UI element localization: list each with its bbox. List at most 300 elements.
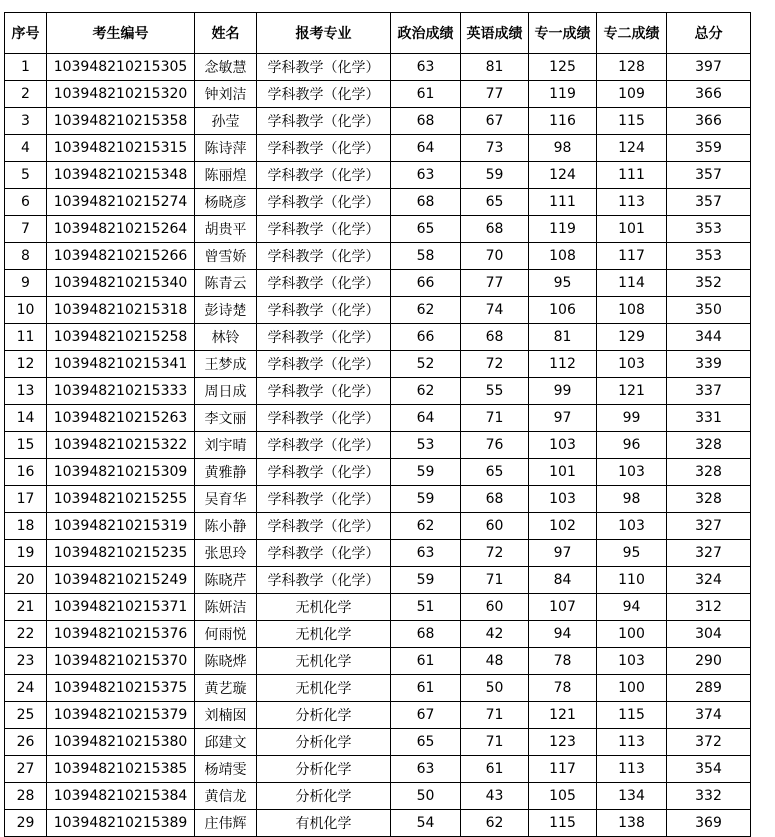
cell-subject2: 110 bbox=[597, 567, 667, 594]
cell-name: 黄艺璇 bbox=[195, 675, 257, 702]
cell-politics: 66 bbox=[391, 270, 461, 297]
table-row bbox=[5, 162, 751, 189]
cell-subject2: 124 bbox=[597, 135, 667, 162]
cell-english: 71 bbox=[461, 702, 529, 729]
cell-major: 学科教学（化学） bbox=[257, 189, 391, 216]
cell-major: 学科教学（化学） bbox=[257, 135, 391, 162]
cell-seq: 12 bbox=[5, 351, 47, 378]
cell-seq: 27 bbox=[5, 756, 47, 783]
cell-politics: 54 bbox=[391, 810, 461, 837]
cell-subject2: 109 bbox=[597, 81, 667, 108]
cell-subject2: 103 bbox=[597, 459, 667, 486]
cell-english: 71 bbox=[461, 567, 529, 594]
cell-subject2: 103 bbox=[597, 351, 667, 378]
cell-subject1: 94 bbox=[529, 621, 597, 648]
cell-subject1: 102 bbox=[529, 513, 597, 540]
cell-candidate-id: 103948210215333 bbox=[47, 378, 195, 405]
cell-politics: 58 bbox=[391, 243, 461, 270]
cell-total: 366 bbox=[667, 108, 751, 135]
cell-name: 黄雅静 bbox=[195, 459, 257, 486]
cell-subject1: 106 bbox=[529, 297, 597, 324]
cell-seq: 21 bbox=[5, 594, 47, 621]
cell-politics: 59 bbox=[391, 567, 461, 594]
table-row bbox=[5, 432, 751, 459]
cell-name: 杨靖雯 bbox=[195, 756, 257, 783]
cell-major: 学科教学（化学） bbox=[257, 297, 391, 324]
cell-politics: 65 bbox=[391, 216, 461, 243]
cell-english: 73 bbox=[461, 135, 529, 162]
cell-seq: 5 bbox=[5, 162, 47, 189]
cell-english: 62 bbox=[461, 810, 529, 837]
cell-candidate-id: 103948210215340 bbox=[47, 270, 195, 297]
cell-candidate-id: 103948210215274 bbox=[47, 189, 195, 216]
cell-major: 学科教学（化学） bbox=[257, 162, 391, 189]
cell-name: 刘楠囡 bbox=[195, 702, 257, 729]
cell-seq: 20 bbox=[5, 567, 47, 594]
cell-total: 328 bbox=[667, 432, 751, 459]
header-major: 报考专业 bbox=[257, 13, 391, 54]
cell-major: 学科教学（化学） bbox=[257, 270, 391, 297]
cell-politics: 61 bbox=[391, 81, 461, 108]
cell-politics: 68 bbox=[391, 189, 461, 216]
cell-candidate-id: 103948210215258 bbox=[47, 324, 195, 351]
cell-subject1: 115 bbox=[529, 810, 597, 837]
cell-candidate-id: 103948210215376 bbox=[47, 621, 195, 648]
cell-name: 张思玲 bbox=[195, 540, 257, 567]
table-row bbox=[5, 135, 751, 162]
cell-english: 42 bbox=[461, 621, 529, 648]
cell-subject2: 96 bbox=[597, 432, 667, 459]
cell-politics: 51 bbox=[391, 594, 461, 621]
cell-candidate-id: 103948210215348 bbox=[47, 162, 195, 189]
cell-seq: 25 bbox=[5, 702, 47, 729]
cell-subject2: 100 bbox=[597, 621, 667, 648]
table-row bbox=[5, 783, 751, 810]
table-body bbox=[5, 54, 751, 837]
cell-subject1: 97 bbox=[529, 540, 597, 567]
cell-subject2: 98 bbox=[597, 486, 667, 513]
cell-major: 无机化学 bbox=[257, 621, 391, 648]
cell-subject1: 117 bbox=[529, 756, 597, 783]
cell-english: 68 bbox=[461, 486, 529, 513]
cell-subject2: 113 bbox=[597, 729, 667, 756]
cell-total: 369 bbox=[667, 810, 751, 837]
cell-subject2: 117 bbox=[597, 243, 667, 270]
cell-politics: 59 bbox=[391, 486, 461, 513]
cell-politics: 53 bbox=[391, 432, 461, 459]
cell-major: 学科教学（化学） bbox=[257, 540, 391, 567]
cell-major: 学科教学（化学） bbox=[257, 216, 391, 243]
cell-seq: 23 bbox=[5, 648, 47, 675]
cell-subject1: 97 bbox=[529, 405, 597, 432]
table-row bbox=[5, 324, 751, 351]
cell-name: 吴育华 bbox=[195, 486, 257, 513]
cell-subject2: 128 bbox=[597, 54, 667, 81]
cell-candidate-id: 103948210215358 bbox=[47, 108, 195, 135]
cell-major: 学科教学（化学） bbox=[257, 486, 391, 513]
cell-subject2: 129 bbox=[597, 324, 667, 351]
cell-major: 分析化学 bbox=[257, 756, 391, 783]
cell-politics: 62 bbox=[391, 513, 461, 540]
cell-english: 72 bbox=[461, 540, 529, 567]
table-row bbox=[5, 243, 751, 270]
cell-major: 无机化学 bbox=[257, 675, 391, 702]
cell-seq: 1 bbox=[5, 54, 47, 81]
cell-major: 学科教学（化学） bbox=[257, 567, 391, 594]
cell-subject2: 114 bbox=[597, 270, 667, 297]
cell-major: 分析化学 bbox=[257, 783, 391, 810]
cell-subject1: 108 bbox=[529, 243, 597, 270]
cell-candidate-id: 103948210215320 bbox=[47, 81, 195, 108]
cell-subject1: 121 bbox=[529, 702, 597, 729]
cell-major: 学科教学（化学） bbox=[257, 54, 391, 81]
cell-english: 81 bbox=[461, 54, 529, 81]
cell-total: 337 bbox=[667, 378, 751, 405]
cell-candidate-id: 103948210215385 bbox=[47, 756, 195, 783]
cell-major: 分析化学 bbox=[257, 702, 391, 729]
cell-name: 陈丽煌 bbox=[195, 162, 257, 189]
cell-name: 念敏慧 bbox=[195, 54, 257, 81]
cell-major: 有机化学 bbox=[257, 810, 391, 837]
cell-major: 分析化学 bbox=[257, 729, 391, 756]
cell-seq: 9 bbox=[5, 270, 47, 297]
table-row bbox=[5, 594, 751, 621]
cell-seq: 13 bbox=[5, 378, 47, 405]
cell-politics: 65 bbox=[391, 729, 461, 756]
cell-total: 289 bbox=[667, 675, 751, 702]
cell-candidate-id: 103948210215375 bbox=[47, 675, 195, 702]
cell-candidate-id: 103948210215315 bbox=[47, 135, 195, 162]
cell-seq: 4 bbox=[5, 135, 47, 162]
cell-subject1: 125 bbox=[529, 54, 597, 81]
cell-candidate-id: 103948210215319 bbox=[47, 513, 195, 540]
cell-major: 学科教学（化学） bbox=[257, 405, 391, 432]
header-subject1-score: 专一成绩 bbox=[529, 13, 597, 54]
cell-subject2: 108 bbox=[597, 297, 667, 324]
cell-subject1: 119 bbox=[529, 81, 597, 108]
cell-candidate-id: 103948210215370 bbox=[47, 648, 195, 675]
cell-total: 353 bbox=[667, 243, 751, 270]
cell-candidate-id: 103948210215341 bbox=[47, 351, 195, 378]
cell-subject2: 115 bbox=[597, 702, 667, 729]
header-politics-score: 政治成绩 bbox=[391, 13, 461, 54]
cell-total: 324 bbox=[667, 567, 751, 594]
table-row bbox=[5, 297, 751, 324]
cell-name: 李文丽 bbox=[195, 405, 257, 432]
cell-name: 曾雪娇 bbox=[195, 243, 257, 270]
cell-candidate-id: 103948210215309 bbox=[47, 459, 195, 486]
cell-politics: 63 bbox=[391, 54, 461, 81]
cell-total: 350 bbox=[667, 297, 751, 324]
cell-seq: 14 bbox=[5, 405, 47, 432]
table-row bbox=[5, 189, 751, 216]
cell-name: 陈青云 bbox=[195, 270, 257, 297]
table-row bbox=[5, 675, 751, 702]
cell-subject2: 101 bbox=[597, 216, 667, 243]
cell-seq: 2 bbox=[5, 81, 47, 108]
cell-subject1: 81 bbox=[529, 324, 597, 351]
cell-name: 陈小静 bbox=[195, 513, 257, 540]
cell-subject2: 113 bbox=[597, 189, 667, 216]
cell-major: 学科教学（化学） bbox=[257, 243, 391, 270]
cell-politics: 64 bbox=[391, 135, 461, 162]
cell-total: 290 bbox=[667, 648, 751, 675]
cell-subject1: 123 bbox=[529, 729, 597, 756]
table-row bbox=[5, 702, 751, 729]
table-row bbox=[5, 378, 751, 405]
cell-english: 77 bbox=[461, 270, 529, 297]
cell-politics: 64 bbox=[391, 405, 461, 432]
header-row bbox=[5, 13, 751, 54]
cell-name: 刘宇晴 bbox=[195, 432, 257, 459]
cell-name: 钟刘洁 bbox=[195, 81, 257, 108]
header-name: 姓名 bbox=[195, 13, 257, 54]
cell-english: 71 bbox=[461, 729, 529, 756]
cell-total: 359 bbox=[667, 135, 751, 162]
cell-politics: 50 bbox=[391, 783, 461, 810]
cell-seq: 18 bbox=[5, 513, 47, 540]
cell-seq: 28 bbox=[5, 783, 47, 810]
cell-candidate-id: 103948210215264 bbox=[47, 216, 195, 243]
cell-candidate-id: 103948210215322 bbox=[47, 432, 195, 459]
cell-subject1: 116 bbox=[529, 108, 597, 135]
cell-total: 357 bbox=[667, 189, 751, 216]
cell-politics: 63 bbox=[391, 756, 461, 783]
cell-major: 学科教学（化学） bbox=[257, 81, 391, 108]
cell-name: 黄信龙 bbox=[195, 783, 257, 810]
cell-seq: 19 bbox=[5, 540, 47, 567]
table-row bbox=[5, 459, 751, 486]
cell-seq: 11 bbox=[5, 324, 47, 351]
cell-politics: 67 bbox=[391, 702, 461, 729]
cell-name: 邱建文 bbox=[195, 729, 257, 756]
header-english-score: 英语成绩 bbox=[461, 13, 529, 54]
cell-total: 353 bbox=[667, 216, 751, 243]
header-subject2-score: 专二成绩 bbox=[597, 13, 667, 54]
cell-subject2: 111 bbox=[597, 162, 667, 189]
cell-seq: 8 bbox=[5, 243, 47, 270]
cell-politics: 52 bbox=[391, 351, 461, 378]
cell-total: 312 bbox=[667, 594, 751, 621]
cell-politics: 68 bbox=[391, 621, 461, 648]
cell-subject1: 111 bbox=[529, 189, 597, 216]
cell-major: 学科教学（化学） bbox=[257, 513, 391, 540]
cell-name: 王梦成 bbox=[195, 351, 257, 378]
cell-total: 328 bbox=[667, 486, 751, 513]
cell-subject1: 78 bbox=[529, 648, 597, 675]
cell-name: 杨晓彦 bbox=[195, 189, 257, 216]
cell-seq: 26 bbox=[5, 729, 47, 756]
table-row bbox=[5, 108, 751, 135]
cell-major: 学科教学（化学） bbox=[257, 108, 391, 135]
cell-total: 372 bbox=[667, 729, 751, 756]
table-row bbox=[5, 216, 751, 243]
cell-subject2: 115 bbox=[597, 108, 667, 135]
cell-candidate-id: 103948210215263 bbox=[47, 405, 195, 432]
cell-english: 48 bbox=[461, 648, 529, 675]
cell-candidate-id: 103948210215371 bbox=[47, 594, 195, 621]
table-row bbox=[5, 648, 751, 675]
cell-total: 327 bbox=[667, 540, 751, 567]
cell-subject1: 101 bbox=[529, 459, 597, 486]
cell-name: 陈妍洁 bbox=[195, 594, 257, 621]
table-row bbox=[5, 486, 751, 513]
cell-subject1: 98 bbox=[529, 135, 597, 162]
cell-english: 59 bbox=[461, 162, 529, 189]
cell-politics: 62 bbox=[391, 297, 461, 324]
cell-english: 74 bbox=[461, 297, 529, 324]
cell-politics: 59 bbox=[391, 459, 461, 486]
cell-candidate-id: 103948210215389 bbox=[47, 810, 195, 837]
cell-name: 周日成 bbox=[195, 378, 257, 405]
cell-politics: 61 bbox=[391, 648, 461, 675]
cell-seq: 6 bbox=[5, 189, 47, 216]
cell-candidate-id: 103948210215235 bbox=[47, 540, 195, 567]
cell-english: 70 bbox=[461, 243, 529, 270]
cell-name: 林铃 bbox=[195, 324, 257, 351]
cell-total: 328 bbox=[667, 459, 751, 486]
cell-english: 50 bbox=[461, 675, 529, 702]
cell-total: 397 bbox=[667, 54, 751, 81]
header-candidate-id: 考生编号 bbox=[47, 13, 195, 54]
cell-english: 68 bbox=[461, 324, 529, 351]
table-row bbox=[5, 513, 751, 540]
table-row bbox=[5, 756, 751, 783]
cell-english: 65 bbox=[461, 189, 529, 216]
cell-subject1: 99 bbox=[529, 378, 597, 405]
cell-name: 孙莹 bbox=[195, 108, 257, 135]
cell-english: 72 bbox=[461, 351, 529, 378]
cell-name: 彭诗楚 bbox=[195, 297, 257, 324]
header-total-score: 总分 bbox=[667, 13, 751, 54]
cell-english: 60 bbox=[461, 594, 529, 621]
cell-candidate-id: 103948210215249 bbox=[47, 567, 195, 594]
cell-name: 庄伟辉 bbox=[195, 810, 257, 837]
cell-name: 何雨悦 bbox=[195, 621, 257, 648]
cell-total: 304 bbox=[667, 621, 751, 648]
cell-total: 344 bbox=[667, 324, 751, 351]
cell-english: 43 bbox=[461, 783, 529, 810]
table-row bbox=[5, 54, 751, 81]
cell-english: 55 bbox=[461, 378, 529, 405]
cell-seq: 3 bbox=[5, 108, 47, 135]
cell-major: 学科教学（化学） bbox=[257, 324, 391, 351]
cell-subject2: 121 bbox=[597, 378, 667, 405]
cell-total: 327 bbox=[667, 513, 751, 540]
table-row bbox=[5, 540, 751, 567]
cell-major: 学科教学（化学） bbox=[257, 378, 391, 405]
cell-subject2: 113 bbox=[597, 756, 667, 783]
cell-english: 67 bbox=[461, 108, 529, 135]
cell-name: 陈晓芹 bbox=[195, 567, 257, 594]
cell-english: 60 bbox=[461, 513, 529, 540]
header-seq: 序号 bbox=[5, 13, 47, 54]
cell-subject2: 99 bbox=[597, 405, 667, 432]
cell-candidate-id: 103948210215266 bbox=[47, 243, 195, 270]
table-row bbox=[5, 621, 751, 648]
cell-total: 374 bbox=[667, 702, 751, 729]
cell-major: 学科教学（化学） bbox=[257, 432, 391, 459]
table-row bbox=[5, 567, 751, 594]
cell-subject1: 95 bbox=[529, 270, 597, 297]
cell-candidate-id: 103948210215384 bbox=[47, 783, 195, 810]
cell-seq: 15 bbox=[5, 432, 47, 459]
table-row bbox=[5, 81, 751, 108]
cell-english: 61 bbox=[461, 756, 529, 783]
cell-subject1: 112 bbox=[529, 351, 597, 378]
cell-subject2: 103 bbox=[597, 513, 667, 540]
cell-seq: 17 bbox=[5, 486, 47, 513]
cell-politics: 63 bbox=[391, 162, 461, 189]
table-row bbox=[5, 351, 751, 378]
cell-subject1: 103 bbox=[529, 432, 597, 459]
cell-major: 无机化学 bbox=[257, 648, 391, 675]
cell-seq: 16 bbox=[5, 459, 47, 486]
cell-politics: 63 bbox=[391, 540, 461, 567]
cell-major: 学科教学（化学） bbox=[257, 351, 391, 378]
cell-subject1: 105 bbox=[529, 783, 597, 810]
cell-english: 68 bbox=[461, 216, 529, 243]
table-row bbox=[5, 270, 751, 297]
cell-total: 352 bbox=[667, 270, 751, 297]
cell-name: 胡贵平 bbox=[195, 216, 257, 243]
cell-seq: 7 bbox=[5, 216, 47, 243]
cell-politics: 68 bbox=[391, 108, 461, 135]
cell-seq: 10 bbox=[5, 297, 47, 324]
cell-total: 357 bbox=[667, 162, 751, 189]
cell-subject1: 84 bbox=[529, 567, 597, 594]
cell-name: 陈晓烨 bbox=[195, 648, 257, 675]
cell-politics: 62 bbox=[391, 378, 461, 405]
cell-politics: 66 bbox=[391, 324, 461, 351]
cell-candidate-id: 103948210215318 bbox=[47, 297, 195, 324]
table-row bbox=[5, 810, 751, 837]
cell-total: 366 bbox=[667, 81, 751, 108]
table-row bbox=[5, 405, 751, 432]
cell-subject1: 124 bbox=[529, 162, 597, 189]
cell-total: 339 bbox=[667, 351, 751, 378]
cell-english: 65 bbox=[461, 459, 529, 486]
cell-subject2: 134 bbox=[597, 783, 667, 810]
cell-candidate-id: 103948210215255 bbox=[47, 486, 195, 513]
cell-seq: 24 bbox=[5, 675, 47, 702]
table-row bbox=[5, 729, 751, 756]
cell-seq: 29 bbox=[5, 810, 47, 837]
cell-major: 无机化学 bbox=[257, 594, 391, 621]
cell-candidate-id: 103948210215380 bbox=[47, 729, 195, 756]
cell-english: 76 bbox=[461, 432, 529, 459]
cell-total: 332 bbox=[667, 783, 751, 810]
cell-candidate-id: 103948210215305 bbox=[47, 54, 195, 81]
score-table bbox=[4, 12, 751, 837]
cell-seq: 22 bbox=[5, 621, 47, 648]
cell-subject1: 103 bbox=[529, 486, 597, 513]
cell-english: 77 bbox=[461, 81, 529, 108]
cell-english: 71 bbox=[461, 405, 529, 432]
cell-subject1: 78 bbox=[529, 675, 597, 702]
cell-subject2: 138 bbox=[597, 810, 667, 837]
cell-name: 陈诗萍 bbox=[195, 135, 257, 162]
cell-major: 学科教学（化学） bbox=[257, 459, 391, 486]
cell-subject2: 95 bbox=[597, 540, 667, 567]
cell-subject1: 107 bbox=[529, 594, 597, 621]
cell-subject2: 94 bbox=[597, 594, 667, 621]
cell-total: 331 bbox=[667, 405, 751, 432]
cell-total: 354 bbox=[667, 756, 751, 783]
cell-subject2: 100 bbox=[597, 675, 667, 702]
cell-subject1: 119 bbox=[529, 216, 597, 243]
cell-politics: 61 bbox=[391, 675, 461, 702]
